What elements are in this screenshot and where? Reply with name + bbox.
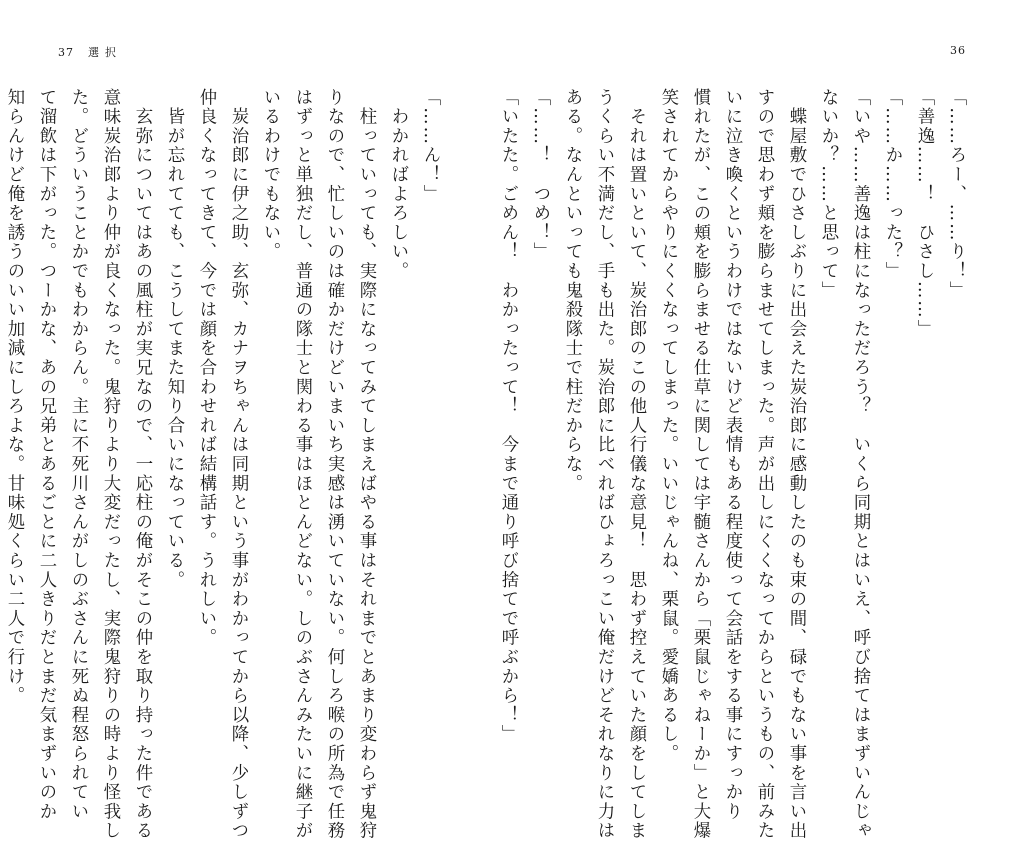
- text-line: りなので、忙しいのは確かだけどいまいち実感は湧いていない。何しろ喉の所為で任務: [324, 88, 344, 841]
- text-line: 意味炭治郎より仲が良くなった。鬼狩りより大変だったし、実際鬼狩りの時より怪我し: [100, 88, 120, 841]
- text-line: すので思わず頬を膨らませてしまった。声が出しにくくなってからというもの、前みた: [754, 88, 774, 841]
- right-page-body: [498, 88, 972, 841]
- text-line: いるわけでもない。: [260, 88, 280, 262]
- chapter-title: 選択: [88, 46, 122, 59]
- text-line: 「……ん！」: [420, 88, 440, 204]
- text-line: 蝶屋敷でひさしぶりに出会えた炭治郎に感動したのも束の間、碌でもない事を言い出: [786, 88, 806, 841]
- text-line: 仲良くなってきて、今では顔を合わせれば結構話す。うれしい。: [196, 88, 216, 648]
- right-page: [498, 0, 1024, 841]
- text-line: て溜飲は下がった。つーかな、あの兄弟とあるごとに二人きりだとまだ気まずいのか: [36, 88, 56, 822]
- text-line: 知らんけど俺を誘うのいい加減にしろよな。甘味処くらい二人で行け。: [4, 88, 24, 706]
- text-line: 柱っていっても、実際になってみてしまえばやる事はそれまでとあまり変わらず鬼狩: [356, 88, 376, 841]
- text-line: ないか？……と思って」: [818, 88, 838, 301]
- text-line: 玄弥についてはあの風柱が実兄なので、一応柱の俺がそこの仲を取り持った件である: [132, 88, 152, 841]
- text-line: 皆が忘れてても、こうしてまた知り合いになっている。: [164, 88, 184, 590]
- text-line: 「……ろー、……り！」: [946, 88, 966, 301]
- text-line: た。どういうことかでもわからん。主に不死川さんがしのぶさんに死ぬ程怒られてい: [68, 88, 88, 822]
- text-line: いに泣き喚くというわけではないけど表情もある程度使って会話をする事にすっかり: [722, 88, 742, 822]
- text-line: 炭治郎に伊之助、玄弥、カナヲちゃんは同期という事がわかってから以降、少しずつ: [228, 88, 248, 841]
- right-page-header: [950, 44, 966, 57]
- text-line: 「……か……った？」: [882, 88, 902, 281]
- right-page-number: 36: [950, 44, 966, 57]
- text-line: わかればよろしい。: [388, 88, 408, 281]
- left-page-body: [4, 88, 446, 841]
- text-line: 笑されてからやりにくくなってしまった。いいじゃんね、栗鼠。愛嬌あるし。: [658, 88, 678, 764]
- text-line: それは置いといて、炭治郎のこの他人行儀な意見！ 思わず控えていた顔をしてしま: [626, 88, 646, 841]
- text-line: ある。なんといっても鬼殺隊士で柱だからな。: [562, 88, 582, 494]
- text-line: 「いや……善逸は柱になっただろう？ いくら同期とはいえ、呼び捨てはまずいんじゃ: [850, 88, 870, 841]
- left-page-number: 37: [58, 46, 74, 59]
- text-line: 「善逸……！ ひさし……」: [914, 88, 934, 339]
- text-line: 慣れたが、この頬を膨らませる仕草に関しては宇髄さんから「栗鼠じゃねーか」と大爆: [690, 88, 710, 841]
- left-page-header: [58, 44, 122, 60]
- text-line: 「……！ つめ！」: [530, 88, 550, 262]
- text-line: 「いたた。ごめん！ わかったって！ 今まで通り呼び捨てで呼ぶから！」: [498, 88, 518, 745]
- text-line: はずっと単独だし、普通の隊士と関わる事はほとんどない。しのぶさんみたいに継子が: [292, 88, 312, 841]
- text-line: うくらい不満だし、手も出た。炭治郎に比べればひょろっこい俺だけどそれなりに力は: [594, 88, 614, 841]
